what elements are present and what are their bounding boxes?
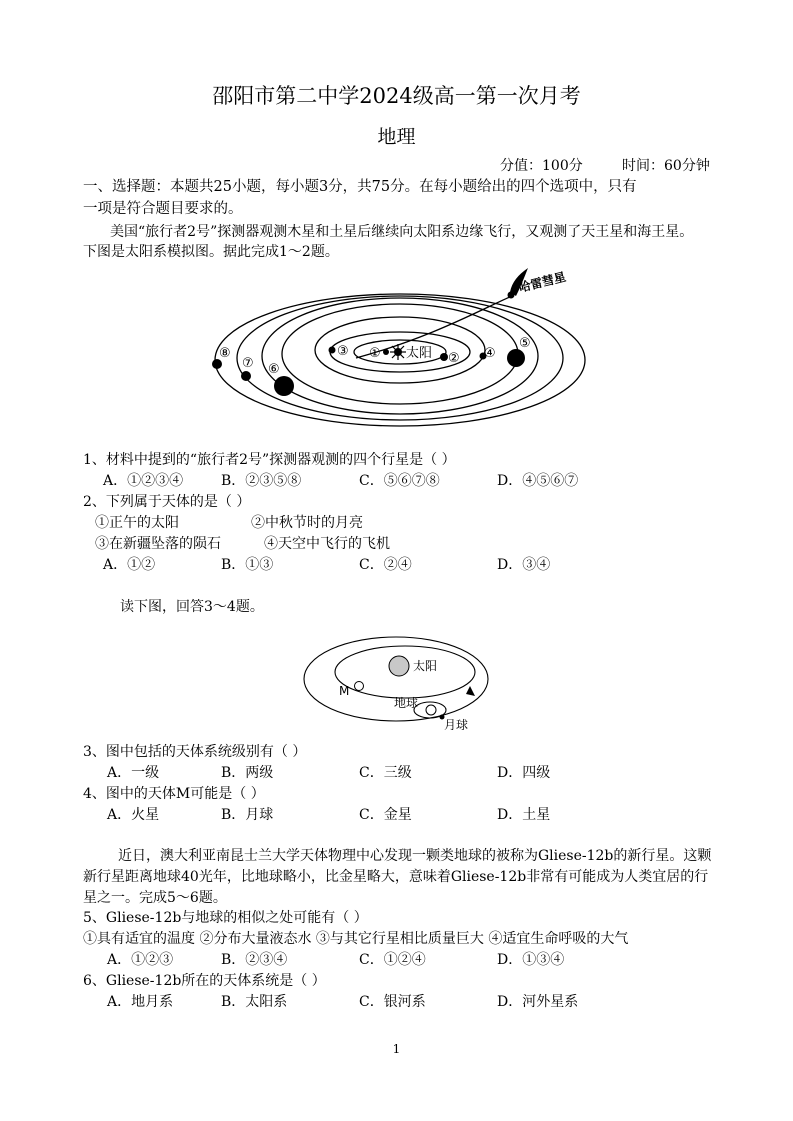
q6-option-b: B．太阳系: [221, 994, 288, 1010]
subject-heading: 地理: [377, 126, 416, 148]
planet-6-label: ⑥: [268, 362, 280, 377]
sun-icon: [390, 344, 406, 360]
q4-option-c: C．金星: [359, 807, 412, 823]
q1-option-d: D．④⑤⑥⑦: [497, 473, 579, 489]
q2-item-1: ①正午的太阳: [95, 515, 179, 531]
planet-5-label: ⑤: [519, 336, 531, 351]
passage1-line1: 美国“旅行者2号”探测器观测木星和土星后继续向太阳系边缘飞行，又观测了天王星和海王星。: [110, 224, 694, 240]
q6-option-c: C．银河系: [359, 994, 426, 1010]
q3-option-c: C．三级: [359, 765, 412, 781]
passage3-line1: 近日，澳大利亚南昆士兰大学天体物理中心发现一颗类地球的被称为Gliese-12b的新行星。这颗: [118, 848, 712, 864]
orbit-8: [215, 294, 585, 426]
passage3-line2: 新行星距离地球40光年，比地球略小，比金星略大，意味着Gliese-12b非常有可能成为人类宜居的行: [83, 869, 709, 885]
planet-3-dot: [329, 347, 336, 354]
q2-item-2: ②中秋节时的月亮: [251, 515, 363, 531]
passage2: 读下图，回答3～4题。: [120, 599, 264, 615]
planet-8-label: ⑧: [219, 346, 231, 361]
planet-1-dot: [383, 349, 389, 355]
q2-option-d: D．③④: [497, 557, 551, 573]
section-instruction-line2: 一项是符合题目要求的。: [83, 201, 243, 217]
sun-circle: [389, 656, 409, 676]
q5-stem: 5、Gliese-12b与地球的相似之处可能有（ ）: [83, 910, 368, 926]
planet-6-dot: [274, 376, 294, 396]
q1-option-b: B．②③⑤⑧: [221, 473, 302, 489]
q5-option-b: B．②③④: [221, 952, 288, 968]
q5-option-d: D．①③④: [497, 952, 565, 968]
q2-item-3: ③在新疆坠落的陨石: [95, 536, 221, 552]
q4-option-a: A．火星: [107, 807, 160, 823]
m-body: [355, 682, 364, 691]
passage3-line3: 星之一。完成5～6题。: [83, 890, 227, 906]
sun-label: 太阳: [406, 346, 433, 361]
q4-option-b: B．月球: [221, 807, 274, 823]
q2-option-a: A．①②: [103, 557, 156, 573]
planet-5-dot: [507, 349, 525, 367]
passage1-line2: 下图是太阳系模拟图。据此完成1～2题。: [83, 244, 339, 260]
q3-option-d: D．四级: [497, 765, 551, 781]
q5-option-a: A．①②③: [107, 952, 174, 968]
exam-title: 邵阳市第二中学2024级高一第一次月考: [212, 84, 581, 108]
moon-label: 月球: [444, 718, 469, 732]
planet-2-label: ②: [448, 351, 460, 366]
q3-option-b: B．两级: [221, 765, 274, 781]
q6-stem: 6、Gliese-12b所在的天体系统是（ ）: [83, 973, 326, 989]
solar-system-diagram: [200, 262, 600, 432]
page-number: 1: [392, 1042, 401, 1056]
q6-option-a: A．地月系: [107, 994, 174, 1010]
q1-stem: 1、材料中提到的“旅行者2号”探测器观测的四个行星是（ ）: [83, 452, 456, 468]
q4-option-d: D．土星: [497, 807, 551, 823]
orbit-6: [262, 298, 538, 414]
q2-option-c: C．②④: [359, 557, 412, 573]
section-instruction-line1: 一、选择题：本题共25小题，每小题3分，共75分。在每小题给出的四个选项中，只有: [83, 179, 637, 195]
q3-stem: 3、图中包括的天体系统级别有（ ）: [83, 744, 307, 760]
planet-3-label: ③: [337, 344, 349, 359]
comet-label: 哈雷彗星: [517, 269, 568, 295]
m-label: M: [339, 684, 350, 698]
q4-stem: 4、图中的天体M可能是（ ）: [83, 786, 265, 802]
sun-label-fig2: 太阳: [413, 659, 438, 673]
earth-body: [426, 705, 436, 715]
orbit-arrow-icon: [466, 686, 475, 696]
q3-option-a: A．一级: [107, 765, 160, 781]
planet-1-label: ①: [369, 346, 381, 361]
q2-stem: 2、下列属于天体的是（ ）: [83, 494, 251, 510]
planet-7-dot: [241, 371, 251, 381]
planet-2-dot: [440, 353, 448, 361]
score-label: 分值：100分: [500, 158, 583, 174]
q2-option-b: B．①③: [221, 557, 274, 573]
q5-option-c: C．①②④: [359, 952, 426, 968]
q6-option-d: D．河外星系: [497, 994, 579, 1010]
earth-label: 地球: [394, 696, 419, 710]
q2-item-4: ④天空中飞行的飞机: [264, 536, 390, 552]
celestial-system-diagram: [295, 630, 495, 740]
planet-7-label: ⑦: [242, 356, 254, 371]
time-label: 时间：60分钟: [622, 158, 710, 174]
planet-4-label: ④: [484, 346, 496, 361]
q1-option-a: A．①②③④: [103, 473, 184, 489]
q5-items: ①具有适宜的温度 ②分布大量液态水 ③与其它行星相比质量巨大 ④适宜生命呼吸的大气: [83, 931, 629, 947]
q1-option-c: C．⑤⑥⑦⑧: [359, 473, 440, 489]
